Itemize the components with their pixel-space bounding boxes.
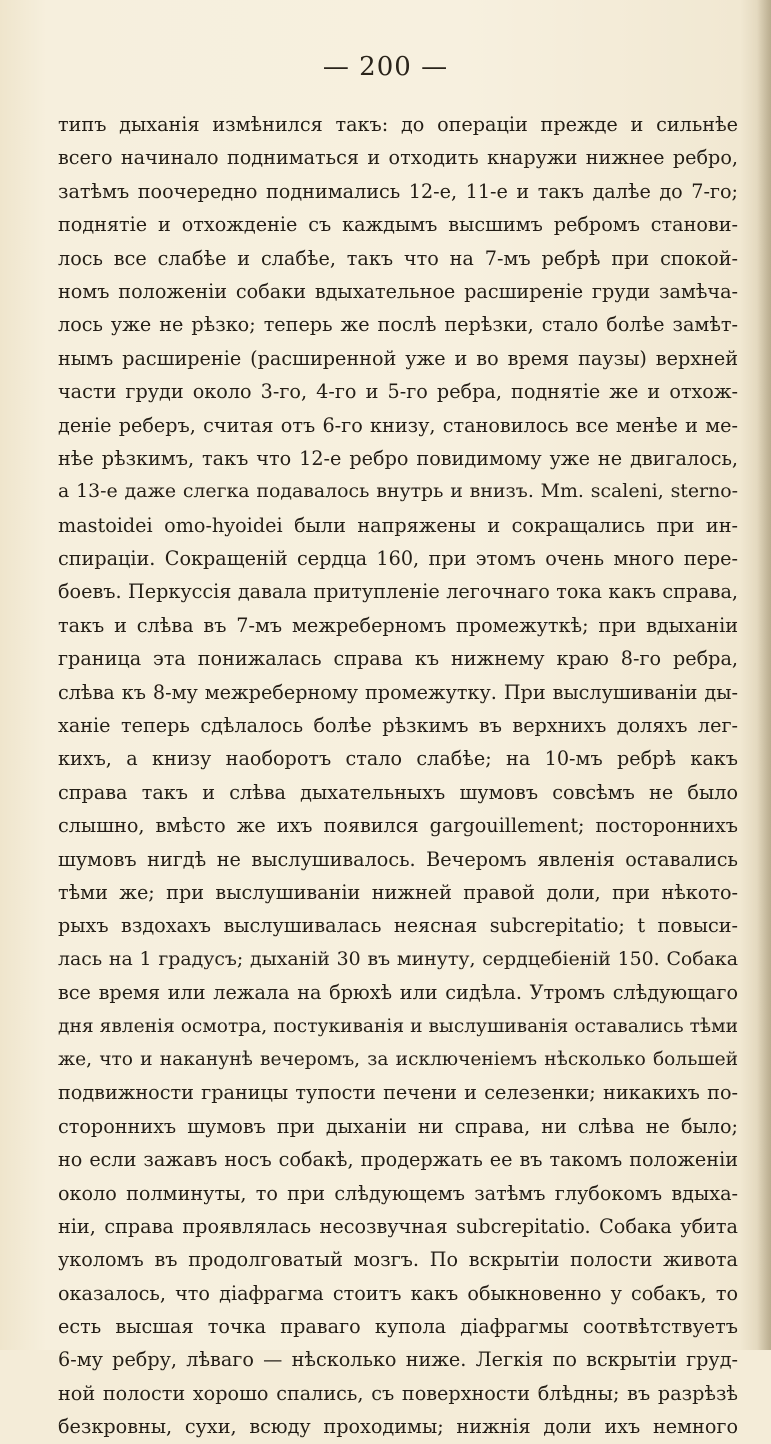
text-line: шумовъ нигдѣ не выслушивалось. Вечеромъ явленія оставались (58, 847, 738, 871)
text-line: кихъ, а книзу наоборотъ стало слабѣе; на 10-мъ ребрѣ какъ (58, 747, 738, 771)
page-edge-shadow (757, 0, 771, 1350)
text-line: части груди около 3-го, 4-го и 5-го ребра, поднятіе же и отхож- (58, 380, 738, 404)
text-line: граница эта понижалась справа къ нижнему краю 8-го ребра, (58, 647, 738, 671)
body-text (58, 108, 738, 1444)
text-line: оказалось, что діафрагма стоитъ какъ обыкновенно у собакъ, то (58, 1281, 738, 1305)
text-line: уколомъ въ продолговатый мозгъ. По вскрытіи полости живота (58, 1248, 738, 1272)
text-line: а 13-е даже слегка подавалось внутрь и внизъ. Mm. scaleni, sterno- (58, 480, 738, 503)
page-number: — 200 — (322, 52, 449, 82)
text-line: нѣе рѣзкимъ, такъ что 12-е ребро повидимому уже не двигалось, (58, 446, 738, 470)
text-line: слышно, вмѣсто же ихъ появился gargouillement; постороннихъ (58, 814, 738, 838)
text-line: всего начинало подниматься и отходить кнаружи нижнее ребро, (58, 146, 738, 170)
text-line: рыхъ вздохахъ выслушивалась неясная subcrepitatio; t повыси- (58, 914, 738, 938)
text-line: подвижности границы тупости печени и селезенки; никакихъ по- (58, 1081, 738, 1105)
text-line: но если зажавъ носъ собакѣ, продержать ее въ такомъ положеніи (58, 1148, 738, 1172)
text-line: тѣми же; при выслушиваніи нижней правой доли, при нѣкото- (58, 880, 738, 904)
text-line: есть высшая точка праваго купола діафрагмы соотвѣтствуетъ (58, 1315, 738, 1339)
text-line: дня явленія осмотра, постукиванія и выслушиванія оставались тѣми (58, 1015, 738, 1037)
text-line: слѣва къ 8-му межреберному промежутку. При выслушиваніи ды- (58, 680, 738, 704)
text-line: спираціи. Сокращеній сердца 160, при этомъ очень много пере- (58, 547, 738, 571)
text-line: лось все слабѣе и слабѣе, такъ что на 7-мъ ребрѣ при спокой- (58, 246, 738, 270)
text-line: нымъ расширеніе (расширенной уже и во время паузы) верхней (58, 346, 738, 370)
text-line: деніе реберъ, считая отъ 6-го книзу, становилось все менѣе и ме- (58, 413, 738, 437)
text-line: номъ положеніи собаки вдыхательное расширеніе груди замѣча- (58, 279, 738, 303)
text-line: безкровны, сухи, всюду проходимы; нижнія доли ихъ немного (58, 1415, 738, 1439)
text-line: стороннихъ шумовъ при дыханіи ни справа, ни слѣва не было; (58, 1114, 738, 1138)
text-line: такъ и слѣва въ 7-мъ межреберномъ промежуткѣ; при вдыханіи (58, 613, 738, 637)
text-line: 6-му ребру, лѣваго — нѣсколько ниже. Легкія по вскрытіи груд- (58, 1348, 738, 1372)
text-line: же, что и наканунѣ вечеромъ, за исключеніемъ нѣсколько большей (58, 1048, 738, 1070)
text-line: ной полости хорошо спались, съ поверхности блѣдны; въ разрѣзѣ (58, 1381, 738, 1405)
text-line: около полминуты, то при слѣдующемъ затѣмъ глубокомъ вдыха- (58, 1181, 738, 1205)
text-line: поднятіе и отхожденіе съ каждымъ высшимъ ребромъ станови- (58, 213, 738, 237)
text-line: боевъ. Перкуссія давала притупленіе легочнаго тока какъ справа, (58, 580, 738, 604)
text-line: лась на 1 градусъ; дыханій 30 въ минуту, сердцебіеній 150. Собака (58, 947, 738, 970)
text-line: mastoidei omo-hyoidei были напряжены и сокращались при ин- (58, 513, 738, 537)
text-line: типъ дыханія измѣнился такъ: до операціи прежде и сильнѣе (58, 113, 738, 136)
text-line: ханіе теперь сдѣлалось болѣе рѣзкимъ въ верхнихъ доляхъ лег- (58, 714, 738, 738)
text-line: все время или лежала на брюхѣ или сидѣла. Утромъ слѣдующаго (58, 981, 738, 1005)
text-line: затѣмъ поочередно поднимались 12-е, 11-е и такъ далѣе до 7-го; (58, 179, 738, 203)
text-line: лось уже не рѣзко; теперь же послѣ перѣзки, стало болѣе замѣт- (58, 313, 738, 337)
text-line: справа такъ и слѣва дыхательныхъ шумовъ совсѣмъ не было (58, 780, 738, 804)
text-line: ніи, справа проявлялась несозвучная subcrepitatio. Собака убита (58, 1214, 738, 1238)
